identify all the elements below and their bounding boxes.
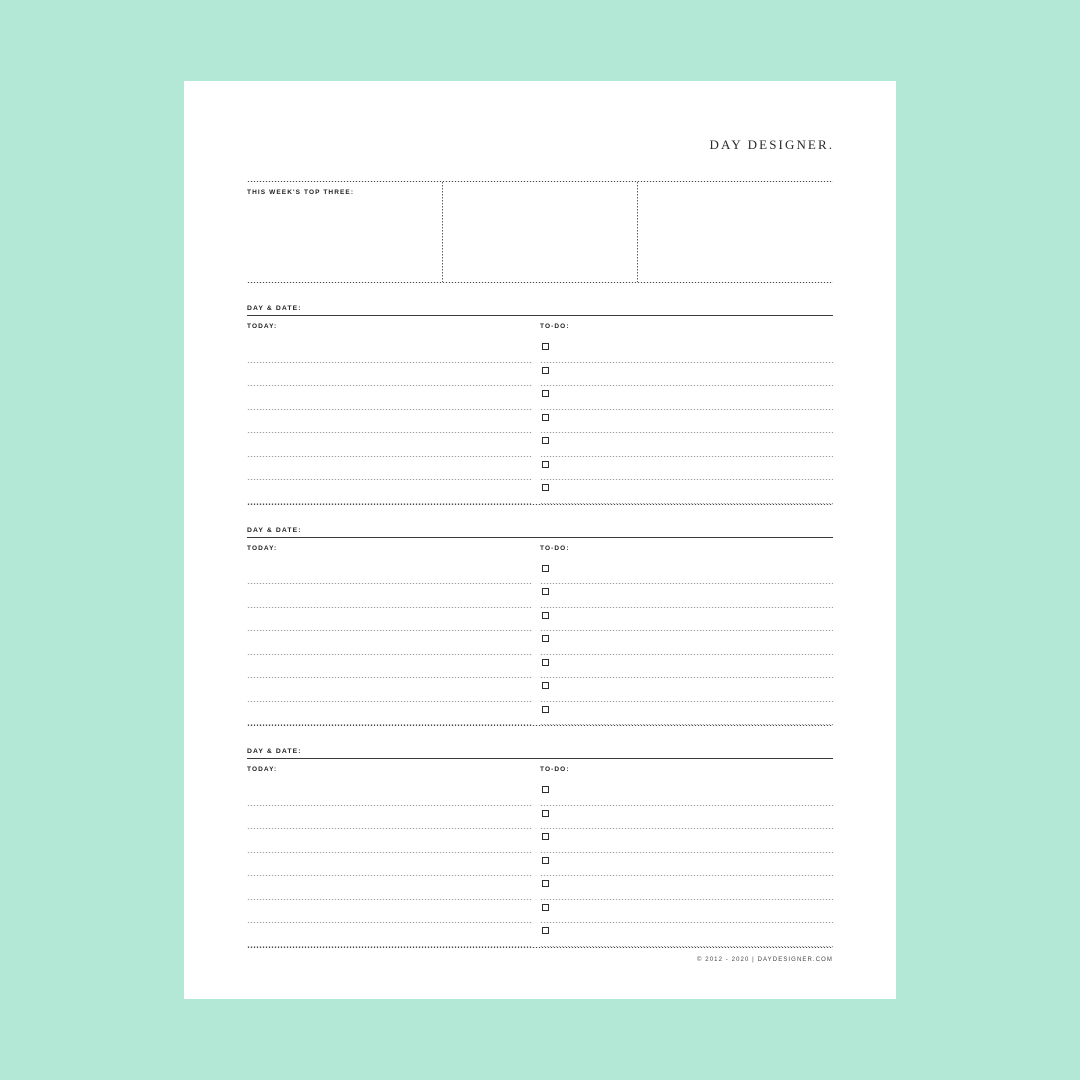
day-columns-2 [247, 545, 833, 726]
checkbox-icon[interactable] [542, 461, 549, 468]
today-line[interactable] [247, 480, 540, 504]
today-column-2 [247, 545, 540, 726]
today-lines-3 [247, 782, 540, 947]
todo-row[interactable] [540, 806, 833, 830]
day-block-3 [247, 748, 833, 948]
top-three-bottom-rule [247, 282, 833, 283]
checkbox-icon[interactable] [542, 390, 549, 397]
top-three-cells [247, 182, 833, 282]
day-block-bottom-rule-3 [247, 947, 833, 948]
day-heading-1: DAY & DATE: [247, 305, 302, 312]
todo-label-2: TO-DO: [540, 544, 570, 552]
todo-row[interactable] [540, 608, 833, 632]
checkbox-icon[interactable] [542, 682, 549, 689]
todo-row[interactable] [540, 829, 833, 853]
day-columns-3 [247, 766, 833, 947]
brand-mark: . [828, 137, 832, 152]
day-block-bottom-rule-2 [247, 725, 833, 726]
checkbox-icon[interactable] [542, 635, 549, 642]
today-line[interactable] [247, 631, 540, 655]
checkbox-icon[interactable] [542, 880, 549, 887]
checkbox-icon[interactable] [542, 367, 549, 374]
checkbox-icon[interactable] [542, 437, 549, 444]
today-column-3 [247, 766, 540, 947]
top-three-label: THIS WEEK'S TOP THREE: [247, 189, 355, 196]
today-line[interactable] [247, 410, 540, 434]
todo-row[interactable] [540, 702, 833, 726]
todo-row[interactable] [540, 457, 833, 481]
today-column-1 [247, 323, 540, 504]
checkbox-icon[interactable] [542, 414, 549, 421]
top-three-section [247, 182, 833, 282]
today-line[interactable] [247, 655, 540, 679]
today-line[interactable] [247, 782, 540, 806]
todo-label-1: TO-DO: [540, 323, 570, 330]
todo-row[interactable] [540, 410, 833, 434]
today-line[interactable] [247, 561, 540, 585]
today-line[interactable] [247, 363, 540, 387]
today-line[interactable] [247, 608, 540, 632]
todo-row[interactable] [540, 678, 833, 702]
todo-column-3 [540, 766, 833, 947]
todo-row[interactable] [540, 923, 833, 947]
today-line[interactable] [247, 829, 540, 853]
checkbox-icon[interactable] [542, 833, 549, 840]
checkbox-icon[interactable] [542, 706, 549, 713]
todo-row[interactable] [540, 584, 833, 608]
day-heading-rule-2 [247, 537, 833, 538]
checkbox-icon[interactable] [542, 588, 549, 595]
checkbox-icon[interactable] [542, 810, 549, 817]
checkbox-icon[interactable] [542, 659, 549, 666]
todo-row[interactable] [540, 876, 833, 900]
checkbox-icon[interactable] [542, 857, 549, 864]
today-line[interactable] [247, 386, 540, 410]
top-three-cell-2[interactable] [443, 182, 638, 282]
today-line[interactable] [247, 433, 540, 457]
todo-row[interactable] [540, 782, 833, 806]
todo-column-1 [540, 323, 833, 504]
day-block-1 [247, 305, 833, 505]
checkbox-icon[interactable] [542, 484, 549, 491]
planner-page [184, 81, 896, 999]
checkbox-icon[interactable] [542, 612, 549, 619]
todo-list-3 [540, 782, 833, 947]
brand-wordmark [710, 137, 832, 153]
day-heading-rule-1 [247, 315, 833, 316]
day-heading-3: DAY & DATE: [247, 748, 302, 755]
checkbox-icon[interactable] [542, 343, 549, 350]
today-line[interactable] [247, 876, 540, 900]
checkbox-icon[interactable] [542, 927, 549, 934]
todo-row[interactable] [540, 655, 833, 679]
todo-row[interactable] [540, 853, 833, 877]
today-line[interactable] [247, 806, 540, 830]
day-block-bottom-rule-1 [247, 504, 833, 505]
todo-row[interactable] [540, 339, 833, 363]
day-heading-rule-3 [247, 758, 833, 759]
today-line[interactable] [247, 900, 540, 924]
todo-row[interactable] [540, 386, 833, 410]
today-line[interactable] [247, 457, 540, 481]
today-line[interactable] [247, 702, 540, 726]
day-columns-1 [247, 323, 833, 504]
todo-row[interactable] [540, 363, 833, 387]
today-line[interactable] [247, 853, 540, 877]
today-label-2: TODAY: [247, 544, 278, 552]
todo-list-2 [540, 561, 833, 726]
day-block-2 [247, 527, 833, 727]
checkbox-icon[interactable] [542, 904, 549, 911]
top-three-cell-1[interactable] [247, 182, 442, 282]
day-heading-2: DAY & DATE: [247, 526, 302, 534]
today-label-3: TODAY: [247, 766, 278, 773]
footer-copyright: © 2012 - 2020 | DAYDESIGNER.COM [696, 956, 833, 963]
today-lines-1 [247, 339, 540, 504]
top-three-cell-3[interactable] [638, 182, 833, 282]
today-line[interactable] [247, 923, 540, 947]
todo-row[interactable] [540, 900, 833, 924]
today-label-1: TODAY: [247, 323, 278, 330]
todo-row[interactable] [540, 561, 833, 585]
todo-label-3: TO-DO: [540, 766, 570, 773]
todo-row[interactable] [540, 631, 833, 655]
checkbox-icon[interactable] [542, 565, 549, 572]
todo-row[interactable] [540, 480, 833, 504]
brand-name: DAY DESIGNER [709, 137, 829, 152]
today-lines-2 [247, 561, 540, 726]
planner-sheet [247, 181, 833, 963]
today-line[interactable] [247, 339, 540, 363]
today-line[interactable] [247, 678, 540, 702]
today-line[interactable] [247, 584, 540, 608]
todo-row[interactable] [540, 433, 833, 457]
todo-column-2 [540, 545, 833, 726]
checkbox-icon[interactable] [542, 786, 549, 793]
todo-list-1 [540, 339, 833, 504]
